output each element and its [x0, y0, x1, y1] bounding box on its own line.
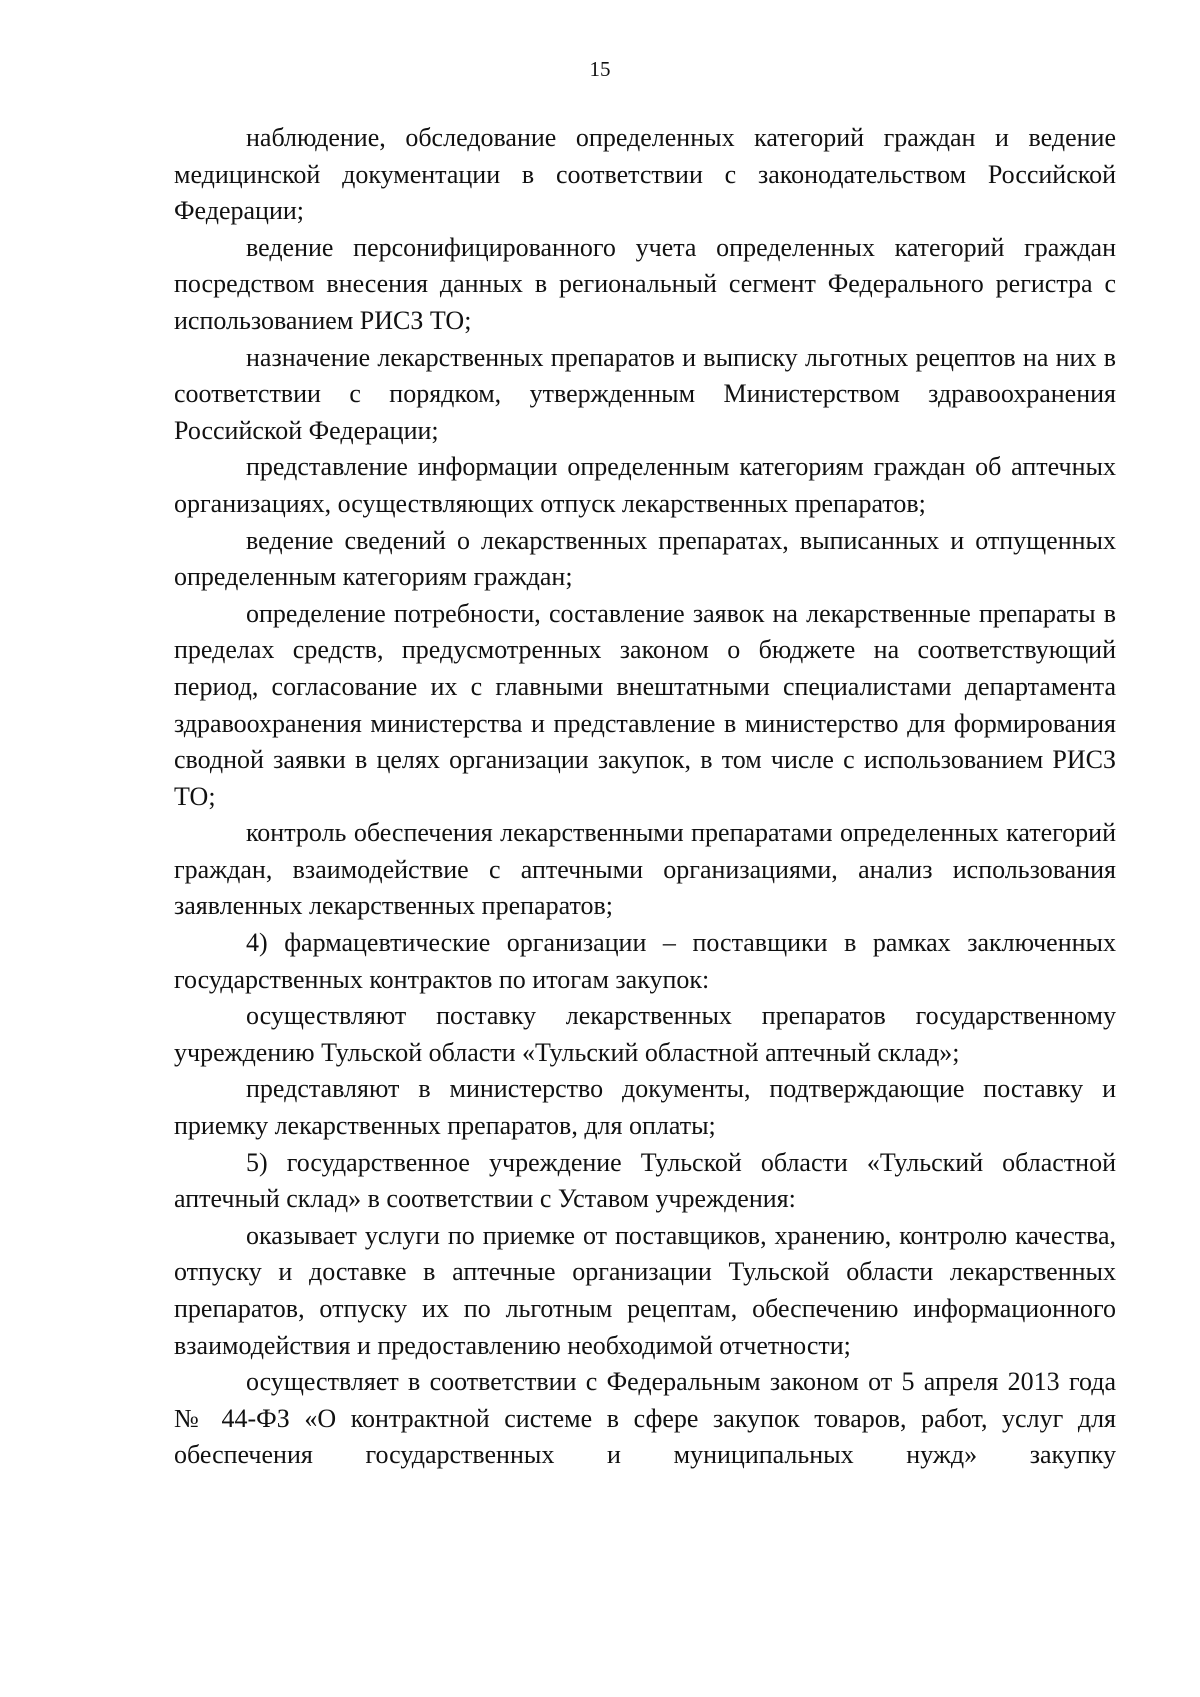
page-number: 15: [589, 57, 611, 81]
paragraph: представление информации определенным категориям граждан об аптечных организациях, осуществляющих отпуск лекарственных препаратов;: [174, 452, 1116, 518]
paragraph: осуществляет в соответствии с Федеральным законом от 5 апреля 2013 года № 44-ФЗ «О контрактной системе в сфере закупок товаров, работ, услуг для обеспечения государственных и муниципальных нужд» закупку: [174, 1367, 1116, 1470]
paragraph: назначение лекарственных препаратов и выписку льготных рецептов на них в соответствии с порядком, утвержденным Министерством здравоохранения Российской Федерации;: [174, 342, 1116, 445]
paragraph: наблюдение, обследование определенных категорий граждан и ведение медицинской документации в соответствии с законодательством Российской Федерации;: [174, 123, 1116, 226]
paragraph: ведение персонифицированного учета определенных категорий граждан посредством внесения данных в региональный сегмент Федерального регистра с использованием РИСЗ ТО;: [174, 232, 1116, 335]
paragraph: оказывает услуги по приемке от поставщиков, хранению, контролю качества, отпуску и доставке в аптечные организации Тульской области лекарственных препаратов, отпуску их по льготным рецептам, обеспечению информационного взаимодействия и предоставлению необходимой отчетности;: [174, 1220, 1116, 1360]
paragraph: 4) фармацевтические организации – поставщики в рамках заключенных государственных контрактов по итогам закупок:: [174, 928, 1116, 994]
paragraph: контроль обеспечения лекарственными препаратами определенных категорий граждан, взаимодействие с аптечными организациями, анализ использования заявленных лекарственных препаратов;: [174, 818, 1116, 921]
paragraph: представляют в министерство документы, подтверждающие поставку и приемку лекарственных препаратов, для оплаты;: [174, 1074, 1116, 1141]
paragraph: определение потребности, составление заявок на лекарственные препараты в пределах средств, предусмотренных законом о бюджете на соответствующий период, согласование их с главными внештатными специалистами департамента здравоохранения министерства и представление в министерство для формирования сводной заявки в целях организации закупок, в том числе с использованием РИСЗ ТО;: [174, 598, 1116, 811]
paragraph: осуществляют поставку лекарственных препаратов государственному учреждению Тульской области «Тульский областной аптечный склад»;: [174, 1001, 1116, 1067]
paragraph: ведение сведений о лекарственных препаратах, выписанных и отпущенных определенным категориям граждан;: [174, 525, 1116, 592]
document-body: [174, 120, 1116, 1474]
paragraph: 5) государственное учреждение Тульской области «Тульский областной аптечный склад» в соответствии с Уставом учреждения:: [174, 1147, 1116, 1214]
